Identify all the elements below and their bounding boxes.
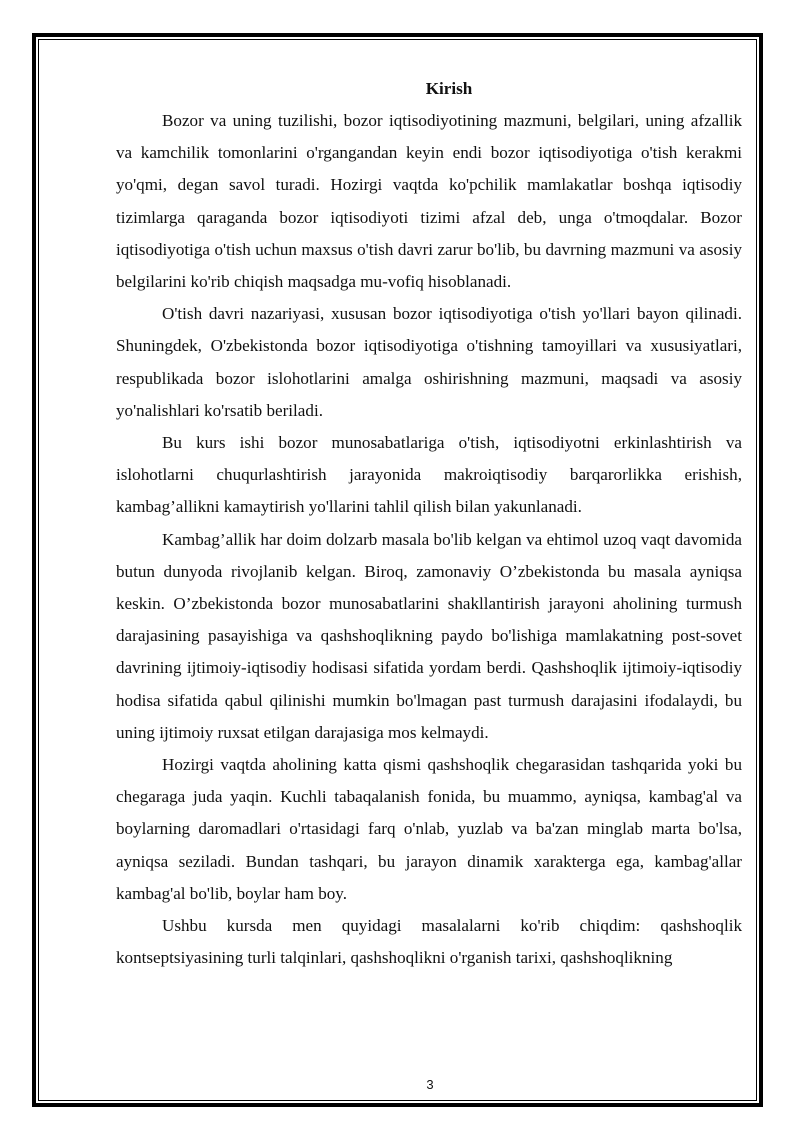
- page-number: 3: [426, 1077, 434, 1092]
- page-content: [116, 73, 742, 974]
- paragraph-5: Hozirgi vaqtda aholining katta qismi qashshoqlik chegarasidan tashqarida yoki bu chegaraga juda yaqin. Kuchli tabaqalanish fonida, bu muammo, ayniqsa, kambag'al va boylarning daromadlari o'rtasidagi farq o'nlab, yuzlab va ba'zan minglab marta bo'lsa, ayniqsa seziladi. Bundan tashqari, bu jarayon dinamik xarakterga ega, kambag'allar kambag'al bo'lib, boylar ham boy.: [116, 755, 742, 903]
- paragraph-1: Bozor va uning tuzilishi, bozor iqtisodiyotining mazmuni, belgilari, uning afzallik va kamchilik tomonlarini o'rgangandan keyin endi bozor iqtisodiyotiga o'tish kerakmi yo'qmi, degan savol turadi. Hozirgi vaqtda ko'pchilik mamlakatlar boshqa iqtisodiy tizimlarga qaraganda bozor iqtisodiyoti tizimi afzal deb, unga o'tmoqdalar. Bozor iqtisodiyotiga o'tish uchun maxsus o'tish davri zarur bo'lib, bu davrning mazmuni va asosiy belgilarini ko'rib chiqish maqsadga mu-vofiq hisoblanadi.: [116, 111, 742, 292]
- paragraph-3: Bu kurs ishi bozor munosabatlariga o'tish, iqtisodiyotni erkinlashtirish va islohotlarni chuqurlashtirish jarayonida makroiqtisodiy barqarorlikka erishish, kambag’allikni kamaytirish yo'llarini tahlil qilish bilan yakunlanadi.: [116, 433, 742, 517]
- paragraph-2: O'tish davri nazariyasi, xususan bozor iqtisodiyotiga o'tish yo'llari bayon qilinadi. Shuningdek, O'zbekistonda bozor iqtisodiyotiga o'tishning tamoyillari va xususiyatlari, respublikada bozor islohotlarini amalga oshirishning mazmuni, maqsadi va asosiy yo'nalishlari ko'rsatib beriladi.: [116, 304, 742, 420]
- section-heading: Kirish: [425, 79, 473, 98]
- paragraph-6: Ushbu kursda men quyidagi masalalarni ko'rib chiqdim: qashshoqlik kontseptsiyasining turli talqinlari, qashshoqlikni o'rganish tarixi, qashshoqlikning: [116, 916, 742, 968]
- paragraph-4: Kambag’allik har doim dolzarb masala bo'lib kelgan va ehtimol uzoq vaqt davomida butun dunyoda rivojlanib kelgan. Biroq, zamonaviy O’zbekistonda bu masala ayniqsa keskin. O’zbekistonda bozor munosabatlarini shakllantirish jarayoni aholining turmush darajasining pasayishiga va qashshoqlikning paydo bo'lishiga mamlakatning post-sovet davrining ijtimoiy-iqtisodiy hodisasi sifatida yordam berdi. Qashshoqlik ijtimoiy-iqtisodiy hodisa sifatida qabul qilinishi mumkin bo'lmagan past turmush darajasini ifodalaydi, bu uning ijtimoiy ruxsat etilgan darajasiga mos kelmaydi.: [116, 529, 742, 742]
